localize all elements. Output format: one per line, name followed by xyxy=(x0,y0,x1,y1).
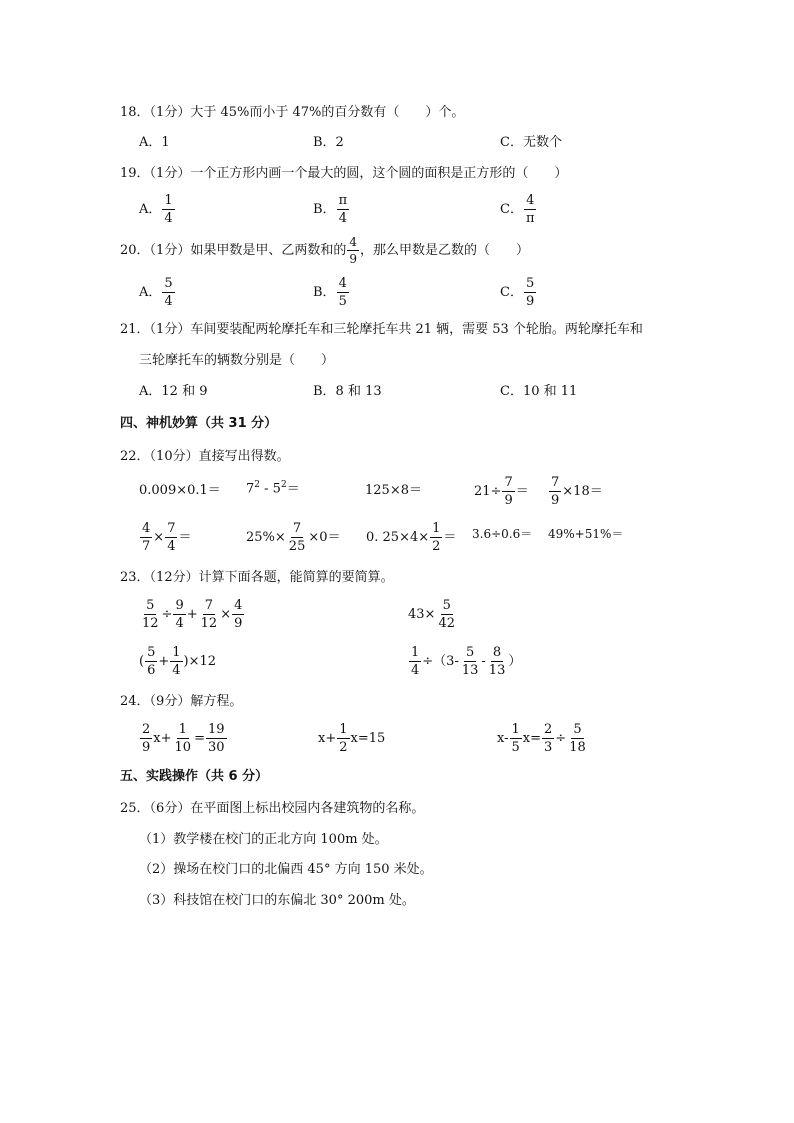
q23-expr-d: $\frac{1}{4}$ ÷（3- $\frac{5}{13}$ - $\frac{8}{13}$ ） xyxy=(411,645,522,678)
q23-stem: 23．（12分）计算下面各题，能简算的要简算。 xyxy=(120,570,394,585)
section-5-heading: 五、实践操作（共 6 分） xyxy=(120,769,269,784)
q25-stem: 25．（6分）在平面图上标出校园内各建筑物的名称。 xyxy=(120,801,425,816)
q18-stem: 18．（1分）大于 45%而小于 47%的百分数有（ ）个。 xyxy=(120,105,465,120)
section-4-heading: 四、神机妙算（共 31 分） xyxy=(120,416,278,431)
q22-expr-9: 3.6÷0.6＝ xyxy=(472,527,533,541)
q20-option-b: B． $\frac{4}{5}$ xyxy=(313,276,347,309)
q20-option-c: C． $\frac{5}{9}$ xyxy=(500,276,535,309)
q21-option-c: C．10 和 11 xyxy=(500,384,578,399)
q24-equation-a: $\frac{2}{9}$ x+ $\frac{1}{10}$ = $\frac{19}{30}$ xyxy=(142,722,225,755)
q19-option-b: B． $\frac{\pi}{4}$ xyxy=(313,193,348,226)
q24-equation-c: x- $\frac{1}{5}$ x= $\frac{2}{3}$ ÷ $\frac{5}{18}$ xyxy=(497,722,586,755)
q22-expr-6: $\frac{4}{7}$ × $\frac{7}{4}$ ＝ xyxy=(142,521,192,554)
q21-option-a: A．12 和 9 xyxy=(139,384,208,399)
q24-equation-b: x+ $\frac{1}{2}$ x=15 xyxy=(318,722,386,755)
q22-expr-3: 125×8＝ xyxy=(365,483,422,498)
q23-expr-b: 43× $\frac{5}{42}$ xyxy=(408,598,455,631)
q22-expr-7: 25%× $\frac{7}{25}$ ×0＝ xyxy=(246,521,341,554)
q22-expr-10: 49%+51%＝ xyxy=(548,527,624,541)
q25-item-2: （2）操场在校门口的北偏西 45° 方向 150 米处。 xyxy=(139,862,433,877)
q25-item-3: （3）科技馆在校门口的东偏北 30° 200m 处。 xyxy=(139,893,415,908)
q22-expr-4: 21÷ $\frac{7}{9}$ ＝ xyxy=(474,475,529,508)
q22-expr-1: 0.009×0.1＝ xyxy=(139,483,221,498)
q19-option-a: A． $\frac{1}{4}$ xyxy=(139,193,173,226)
q20-option-a: A． $\frac{5}{4}$ xyxy=(139,276,173,309)
q22-expr-5: $\frac{7}{9}$ ×18＝ xyxy=(551,475,603,508)
q23-expr-a: $\frac{5}{12}$ ÷ $\frac{9}{4}$ + $\frac{7}{12}$ × $\frac{4}{9}$ xyxy=(142,598,243,631)
q22-expr-2: $7^2 - 5^2=$ xyxy=(246,480,300,497)
q19-stem: 19．（1分）一个正方形内画一个最大的圆，这个圆的面积是正方形的（ ） xyxy=(120,166,568,181)
q22-stem: 22．（10分）直接写出得数。 xyxy=(120,449,290,464)
q21-stem-line2: 三轮摩托车的辆数分别是（ ） xyxy=(139,353,335,368)
q25-item-1: （1）教学楼在校门的正北方向 100m 处。 xyxy=(139,832,388,847)
q20-stem: 20．（1分）如果甲数是甲、乙两数和的 $\frac{4}{9}$ ，那么甲数是乙数的（ ） xyxy=(120,235,529,266)
q23-expr-c: ( $\frac{5}{6}$ + $\frac{1}{4}$ )×12 xyxy=(139,645,217,678)
q18-option-c: C．无数个 xyxy=(500,135,562,150)
q19-option-c: C． $\frac{4}{\pi}$ xyxy=(500,193,535,226)
q21-option-b: B．8 和 13 xyxy=(313,384,382,399)
q24-stem: 24．（9分）解方程。 xyxy=(120,694,243,709)
q18-option-b: B．2 xyxy=(313,135,344,150)
q22-expr-8: 0. 25×4× $\frac{1}{2}$ ＝ xyxy=(366,521,457,554)
q21-stem-line1: 21．（1分）车间要装配两轮摩托车和三轮摩托车共 21 辆，需要 53 个轮胎。两轮摩托车和 xyxy=(120,322,643,337)
q18-option-a: A．1 xyxy=(139,135,170,150)
